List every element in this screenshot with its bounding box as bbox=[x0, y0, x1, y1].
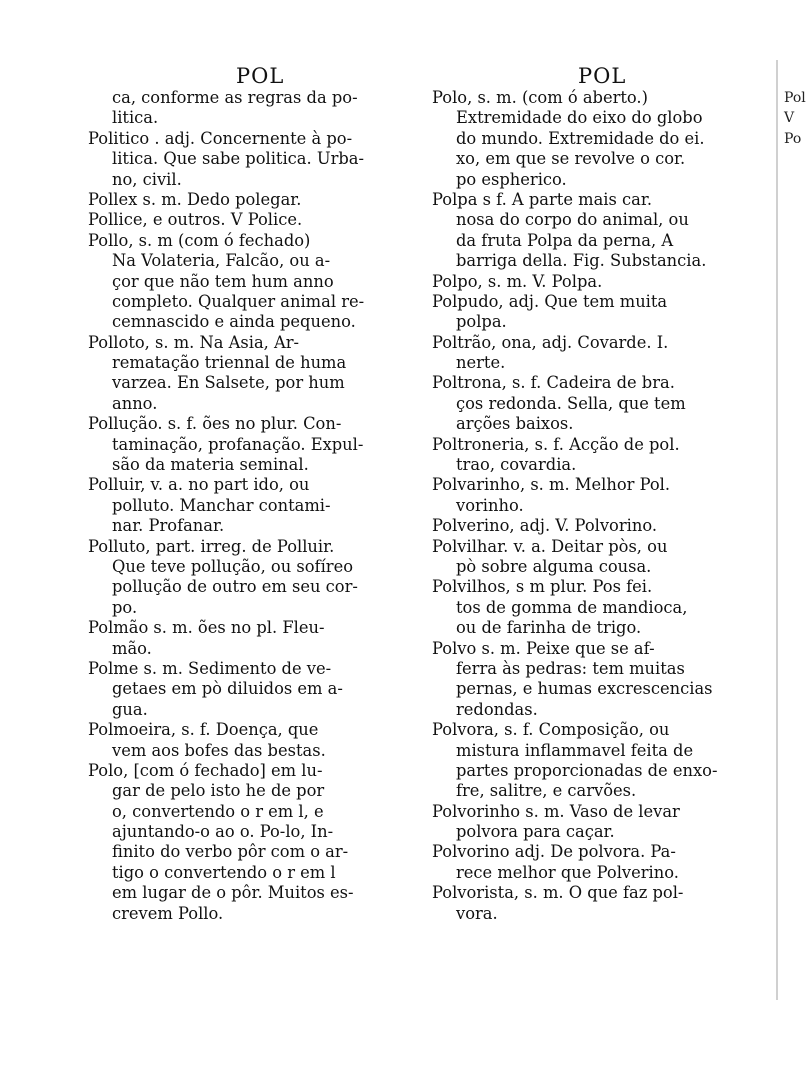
entry-line: barriga della. Fig. Substancia. bbox=[456, 251, 707, 271]
entry-line: Polpo, s. m. V. Polpa. bbox=[432, 271, 603, 291]
entry-line: ferra às pedras: tem muitas bbox=[456, 658, 685, 678]
entry-line: litica. bbox=[112, 108, 159, 128]
entry-line: da fruta Polpa da perna, A bbox=[456, 230, 674, 250]
entry-line: Polo, [com ó fechado] em lu- bbox=[88, 760, 323, 780]
entry-line: Polluir, v. a. no part ido, ou bbox=[88, 475, 310, 495]
right-column bbox=[432, 88, 772, 924]
entry-line: Poltroneria, s. f. Acção de pol. bbox=[432, 434, 680, 454]
entry-line: Polme s. m. Sedimento de ve- bbox=[88, 658, 332, 678]
entry-line: Pollex s. m. Dedo polegar. bbox=[88, 189, 302, 209]
entry-line: partes proporcionadas de enxo- bbox=[456, 760, 718, 780]
entry-line: tigo o convertendo o r em l bbox=[112, 862, 336, 882]
adjacent-page-fragments bbox=[784, 88, 806, 149]
entry-line: pò sobre alguma cousa. bbox=[456, 556, 652, 576]
entry-line: tos de gomma de mandioca, bbox=[456, 597, 688, 617]
entry-line: Polvarinho, s. m. Melhor Pol. bbox=[432, 475, 671, 495]
entry-line: Polverino, adj. V. Polvorino. bbox=[432, 516, 658, 536]
edge-fragment: V bbox=[784, 110, 795, 127]
entry-line: completo. Qualquer animal re- bbox=[112, 291, 365, 311]
entry-line: vora. bbox=[456, 903, 498, 923]
entry-line: po. bbox=[112, 597, 138, 617]
entry-line: po espherico. bbox=[456, 169, 567, 189]
entry-line: nosa do corpo do animal, ou bbox=[456, 210, 689, 230]
entry-line: ços redonda. Sella, que tem bbox=[456, 393, 686, 413]
entry-line: polpa. bbox=[456, 312, 507, 332]
entry-line: mão. bbox=[112, 638, 152, 658]
entry-line: gua. bbox=[112, 699, 148, 719]
entry-line: anno. bbox=[112, 393, 158, 413]
entry-line: mistura inflammavel feita de bbox=[456, 740, 694, 760]
entry-line: Polvilhos, s m plur. Pos fei. bbox=[432, 577, 653, 597]
entry-line: Polluto, part. irreg. de Polluir. bbox=[88, 536, 335, 556]
entry-line: Pollução. s. f. ões no plur. Con- bbox=[88, 414, 342, 434]
entry-line: finito do verbo pôr com o ar- bbox=[112, 842, 349, 862]
entry-line: gar de pelo isto he de por bbox=[112, 781, 325, 801]
entry-line: Politico . adj. Concernente à po- bbox=[88, 128, 353, 148]
entry-line: em lugar de o pôr. Muitos es- bbox=[112, 883, 354, 903]
entry-line: no, civil. bbox=[112, 169, 182, 189]
entry-line: do mundo. Extremidade do ei. bbox=[456, 128, 705, 148]
entry-line: Polvilhar. v. a. Deitar pòs, ou bbox=[432, 536, 668, 556]
entry-line: polvora para caçar. bbox=[456, 822, 615, 842]
entry-line: pernas, e humas excrescencias bbox=[456, 679, 713, 699]
entry-line: vorinho. bbox=[456, 495, 524, 515]
entry-line: Polvo s. m. Peixe que se af- bbox=[432, 638, 655, 658]
entry-line: Polmoeira, s. f. Doença, que bbox=[88, 720, 319, 740]
entry-line: Pollo, s. m (com ó fechado) bbox=[88, 230, 311, 250]
entry-line: litica. Que sabe politica. Urba- bbox=[112, 149, 364, 169]
entry-line: vem aos bofes das bestas. bbox=[112, 740, 326, 760]
entry-line: crevem Pollo. bbox=[112, 903, 224, 923]
entry-line: rematação triennal de huma bbox=[112, 353, 347, 373]
entry-line: Polvorino adj. De polvora. Pa- bbox=[432, 842, 676, 862]
entry-line: nerte. bbox=[456, 353, 506, 373]
entry-line: fre, salitre, e carvões. bbox=[456, 781, 637, 801]
entry-line: Polvorista, s. m. O que faz pol- bbox=[432, 883, 684, 903]
entry-line: taminação, profanação. Expul- bbox=[112, 434, 364, 454]
entry-line: Polvorinho s. m. Vaso de levar bbox=[432, 801, 680, 821]
entry-line: Polo, s. m. (com ó aberto.) bbox=[432, 88, 648, 107]
entry-line: Polpudo, adj. Que tem muita bbox=[432, 291, 668, 311]
right-running-head: POL bbox=[578, 64, 627, 88]
entry-line: Polvora, s. f. Composição, ou bbox=[432, 720, 670, 740]
left-running-head: POL bbox=[236, 64, 285, 88]
edge-fragment: Po bbox=[784, 130, 802, 147]
entry-line: o, convertendo o r em l, e bbox=[112, 801, 324, 821]
entry-line: arções baixos. bbox=[456, 414, 574, 434]
entry-line: redondas. bbox=[456, 699, 538, 719]
entry-line: cemnascido e ainda pequeno. bbox=[112, 312, 356, 332]
entry-line: Que teve pollução, ou sofíreo bbox=[112, 556, 354, 576]
entry-line: trao, covardia. bbox=[456, 455, 577, 475]
edge-fragment: Pol bbox=[784, 90, 806, 106]
entry-line: polluto. Manchar contami- bbox=[112, 495, 331, 515]
entry-line: varzea. En Salsete, por hum bbox=[112, 373, 345, 393]
entry-line: ca, conforme as regras da po- bbox=[112, 88, 358, 107]
entry-line: xo, em que se revolve o cor. bbox=[456, 149, 686, 169]
entry-line: Poltrona, s. f. Cadeira de bra. bbox=[432, 373, 675, 393]
entry-line: çor que não tem hum anno bbox=[112, 271, 334, 291]
entry-line: Polpa s f. A parte mais car. bbox=[432, 189, 653, 209]
entry-line: são da materia seminal. bbox=[112, 455, 309, 475]
entry-line: getaes em pò diluidos em a- bbox=[112, 679, 343, 699]
left-column bbox=[88, 88, 418, 924]
entry-line: Pollice, e outros. V Police. bbox=[88, 210, 303, 230]
entry-line: Polloto, s. m. Na Asia, Ar- bbox=[88, 332, 300, 352]
entry-line: ou de farinha de trigo. bbox=[456, 618, 642, 638]
entry-line: Poltrão, ona, adj. Covarde. I. bbox=[432, 332, 669, 352]
entry-line: pollução de outro em seu cor- bbox=[112, 577, 358, 597]
entry-line: Extremidade do eixo do globo bbox=[456, 108, 703, 128]
entry-line: nar. Profanar. bbox=[112, 516, 225, 536]
entry-line: ajuntando-o ao o. Po-lo, In- bbox=[112, 822, 334, 842]
entry-line: rece melhor que Polverino. bbox=[456, 862, 679, 882]
page-edge-shadow bbox=[776, 60, 778, 1000]
entry-line: Na Volateria, Falcão, ou a- bbox=[112, 251, 331, 271]
entry-line: Polmão s. m. ões no pl. Fleu- bbox=[88, 618, 325, 638]
